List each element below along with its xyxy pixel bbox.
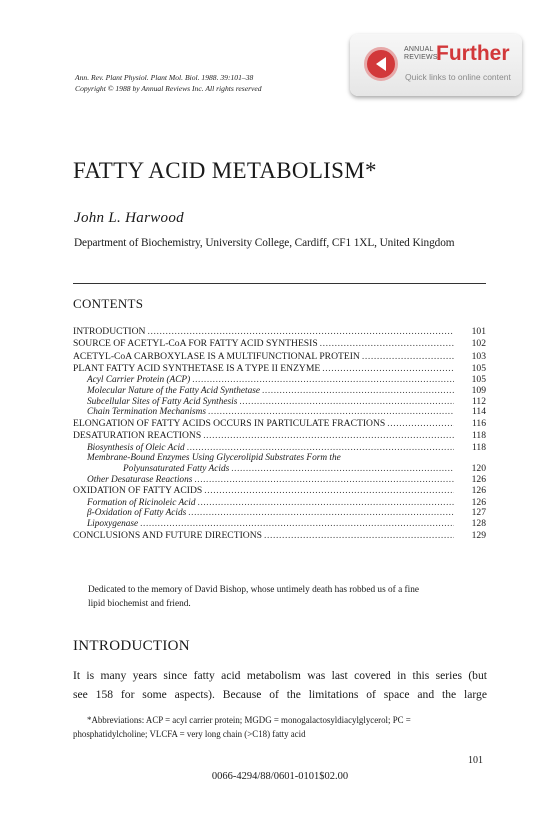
toc-leader-dots: [194, 475, 454, 486]
introduction-heading: INTRODUCTION: [73, 638, 190, 654]
toc-leader-dots: [188, 508, 454, 519]
toc-leader-dots: [140, 519, 454, 530]
toc-entry-label: Chain Termination Mechanisms: [87, 407, 206, 418]
article-author: John L. Harwood: [74, 210, 184, 226]
toc-entry-page: 128: [471, 517, 486, 529]
toc-leader-dots: [239, 397, 454, 408]
dedication-line-2: lipid biochemist and friend.: [88, 599, 191, 609]
toc-entry[interactable]: [73, 351, 486, 363]
toc-entry[interactable]: [73, 530, 486, 542]
toc-leader-dots: [204, 485, 454, 497]
badge-annual-text: ANNUAL: [404, 46, 434, 53]
dedication-line-1: Dedicated to the memory of David Bishop, whose untimely death has robbed us of a fine: [88, 585, 419, 595]
toc-leader-dots: [192, 375, 454, 386]
toc-entry-page: 120: [471, 462, 486, 474]
badge-quick-links-link[interactable]: Quick links to online content: [405, 72, 511, 82]
toc-entry[interactable]: [73, 464, 486, 475]
toc-entry[interactable]: [73, 475, 486, 486]
toc-entry-page: 103: [471, 350, 486, 362]
toc-entry-label: OXIDATION OF FATTY ACIDS: [73, 485, 203, 497]
toc-entry[interactable]: [73, 443, 486, 454]
toc-leader-dots: [187, 443, 454, 454]
introduction-text: [73, 666, 487, 704]
toc-entry-label: Subcellular Sites of Fatty Acid Synthesis: [87, 396, 238, 407]
toc-entry-page: 116: [471, 417, 486, 429]
toc-entry-label: Membrane-Bound Enzymes Using Glycerolipid Substrates Form the: [87, 453, 341, 464]
toc-leader-dots: [231, 464, 454, 475]
toc-entry-label: DESATURATION REACTIONS: [73, 430, 202, 442]
toc-entry-page: 127: [471, 507, 486, 519]
article-title: FATTY ACID METABOLISM*: [73, 158, 377, 183]
toc-entry-label: Biosynthesis of Oleic Acid: [87, 442, 185, 453]
toc-entry-page: 105: [471, 362, 486, 374]
toc-leader-dots: [208, 407, 454, 418]
toc-entry[interactable]: [73, 418, 486, 430]
toc-entry-label: ELONGATION OF FATTY ACIDS OCCURS IN PARTICULATE FRACTIONS: [73, 417, 386, 429]
toc-entry-label: Lipoxygenase: [87, 518, 139, 529]
toc-entry[interactable]: [73, 363, 486, 375]
toc-entry-label: Other Desaturase Reactions: [87, 474, 193, 485]
toc-entry-label: Molecular Nature of the Fatty Acid Synthetase: [87, 385, 260, 396]
badge-arrow-button[interactable]: [364, 47, 398, 81]
footnote-line-1: *Abbreviations: ACP = acyl carrier protein; MGDG = monogalactosyldiacylglycerol; PC =: [87, 715, 411, 725]
toc-entry-label: CONCLUSIONS AND FUTURE DIRECTIONS: [73, 529, 262, 541]
badge-further-text: Further: [436, 42, 510, 65]
page-number: 101: [468, 755, 483, 766]
toc-entry-label: β-Oxidation of Fatty Acids: [87, 508, 187, 519]
toc-entry[interactable]: [73, 397, 486, 408]
toc-entry[interactable]: [73, 326, 486, 338]
toc-entry[interactable]: [73, 407, 486, 418]
toc-entry-label: ACETYL-CoA CARBOXYLASE IS A MULTIFUNCTIONAL PROTEIN: [73, 350, 360, 362]
toc-leader-dots: [262, 386, 454, 397]
toc-entry[interactable]: [73, 338, 486, 350]
toc-entry-page: 126: [471, 485, 486, 497]
toc-entry-page: 109: [471, 384, 486, 396]
citation-line-2: Copyright © 1988 by Annual Reviews Inc. All rights reserved: [75, 84, 262, 93]
toc-entry-page: 118: [471, 430, 486, 442]
toc-entry[interactable]: [73, 508, 486, 519]
toc-entry-label: Polyunsaturated Fatty Acids: [123, 463, 230, 474]
abbreviations-footnote: [73, 714, 487, 741]
toc-entry[interactable]: [73, 519, 486, 530]
badge-reviews-text: REVIEWS: [404, 54, 438, 61]
footnote-line-2: phosphatidylcholine; VLCFA = very long chain (>C18) fatty acid: [73, 728, 306, 739]
toc-leader-dots: [322, 363, 454, 375]
toc-leader-dots: [203, 430, 454, 442]
toc-entry-page: 126: [471, 473, 486, 485]
header-divider: [73, 283, 486, 284]
citation-line-1: Ann. Rev. Plant Physiol. Plant Mol. Biol. 1988. 39:101–38: [75, 73, 254, 82]
annual-reviews-further-badge[interactable]: [350, 34, 522, 96]
introduction-line-1: It is many years since fatty acid metabolism was last covered in this series (but: [73, 669, 487, 682]
toc-entry-label: SOURCE OF ACETYL-CoA FOR FATTY ACID SYNTHESIS: [73, 338, 318, 350]
toc-leader-dots: [264, 530, 454, 542]
toc-entry-label: INTRODUCTION: [73, 326, 146, 337]
dedication: [88, 583, 488, 611]
arrow-left-icon: [373, 55, 391, 73]
toc-entry[interactable]: [73, 453, 486, 464]
toc-entry[interactable]: [73, 386, 486, 397]
toc-entry[interactable]: [73, 485, 486, 497]
toc-entry-label: Acyl Carrier Protein (ACP): [87, 375, 191, 386]
author-affiliation: Department of Biochemistry, University College, Cardiff, CF1 1XL, United Kingdom: [74, 237, 455, 249]
toc-entry-page: 105: [471, 374, 486, 386]
toc-entry-label: PLANT FATTY ACID SYNTHETASE IS A TYPE II ENZYME: [73, 362, 321, 374]
toc-entry[interactable]: [73, 375, 486, 386]
toc-leader-dots: [362, 351, 454, 363]
toc-leader-dots: [147, 326, 454, 338]
toc-entry-page: 101: [471, 326, 486, 337]
badge-publisher: [404, 46, 438, 62]
price-code: 0066-4294/88/0601-0101$02.00: [211, 771, 349, 782]
toc-leader-dots: [198, 498, 454, 509]
toc-entry-page: 102: [471, 338, 486, 350]
contents-heading: CONTENTS: [73, 296, 144, 311]
toc-entry[interactable]: [73, 498, 486, 509]
journal-citation: [75, 72, 262, 94]
toc-leader-dots: [320, 338, 454, 350]
toc-entry[interactable]: [73, 430, 486, 442]
toc-leader-dots: [387, 418, 454, 430]
toc-entry-page: 118: [471, 441, 486, 453]
toc-entry-page: 129: [471, 529, 486, 541]
introduction-line-2: see 158 for some aspects). Because of the limitations of space and the large: [73, 688, 487, 701]
toc-entry-page: 114: [471, 406, 486, 418]
toc-entry-label: Formation of Ricinoleic Acid: [87, 497, 196, 508]
toc-entry-page: 126: [471, 496, 486, 508]
table-of-contents: [73, 326, 486, 542]
toc-entry-page: 112: [471, 395, 486, 407]
